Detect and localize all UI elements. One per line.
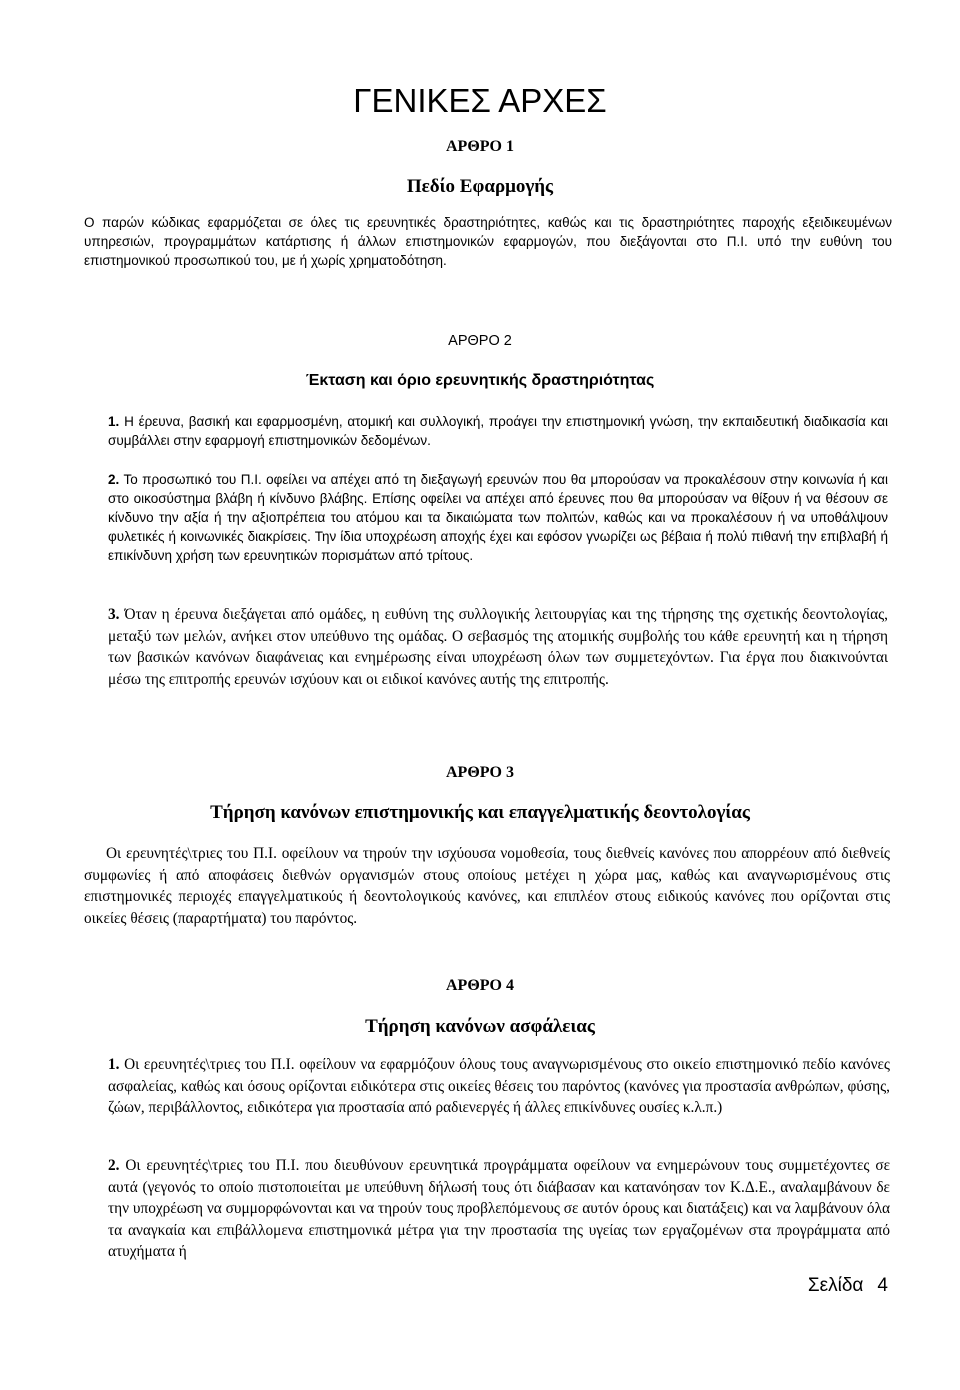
page-number <box>808 1275 888 1297</box>
article-4-subheading: Τήρηση κανόνων ασφάλειας <box>365 1016 595 1037</box>
page-label: Σελίδα <box>807 1275 864 1296</box>
article-2-paragraph-1-text: Η έρευνα, βασική και εφαρμοσμένη, ατομική και συλλογική, προάγει την επιστημονική γνώση, την εκπαιδευτική διαδικασία και συμβάλλει στην εφαρμογή επιστημονικών δεδομένων. <box>108 414 888 448</box>
article-1-subheading: Πεδίο Εφαρμογής <box>406 176 554 197</box>
article-4-paragraph-2-number: 2. <box>108 1157 120 1174</box>
article-3-heading: ΑΡΘΡΟ 3 <box>446 764 514 781</box>
article-2-heading: ΑΡΘΡΟ 2 <box>448 333 512 349</box>
article-4-heading: ΑΡΘΡΟ 4 <box>446 977 514 994</box>
article-2-paragraph-2 <box>108 470 888 565</box>
article-3-paragraph <box>84 843 890 929</box>
article-1-paragraph <box>84 213 892 270</box>
article-2-paragraph-3-number: 3. <box>108 606 120 623</box>
document-title: ΓΕΝΙΚΕΣ ΑΡΧΕΣ <box>353 82 607 119</box>
article-1-heading: ΑΡΘΡΟ 1 <box>446 138 514 155</box>
article-4-paragraph-1 <box>108 1054 890 1119</box>
article-2-paragraph-2-text: Το προσωπικό του Π.Ι. οφείλει να απέχει από τη διεξαγωγή ερευνών που θα μπορούσαν να προκαλέσουν στην κοινωνία ή και στο οικοσύστημα βλάβη ή κίνδυνο βλάβης. <box>108 472 888 506</box>
article-4-paragraph-2 <box>108 1155 890 1263</box>
article-4-paragraph-1-number: 1. <box>108 1056 120 1073</box>
page-number-value: 4 <box>877 1275 888 1296</box>
article-2-paragraph-1 <box>108 412 888 450</box>
article-2-paragraph-3-text: Όταν η έρευνα διεξάγεται από ομάδες, η ευθύνη της συλλογικής λειτουργίας και της τήρησης της σχετικής δεοντολογίας, μεταξύ των μελών, ανήκει στον υπεύθυνο της ομάδας. Ο σεβασμός της ατομικής συμβολής του κάθε ερευνητή και η τήρηση των βασικών κανόνων διαφάνειας και ενημέρωσης είναι υποχρέωση όλων των συμμετεχόντων. Για έργα που διακινούνται μέσω της επιτροπής ερευνών ισχύουν και οι ειδικοί κανόνες αυτής της επιτροπής. <box>108 606 889 688</box>
article-2-paragraph-3 <box>108 604 888 690</box>
article-2-paragraph-2-number: 2. <box>108 472 120 487</box>
article-4-paragraph-1-text: Οι ερευνητές\τριες του Π.Ι. οφείλουν να εφαρμόζουν όλους τους αναγνωρισμένους στο οικείο επιστημονικό πεδίο κανόνες ασφαλείας, καθώς και όσους ορίζονται ειδικότερα στις οικείες θέσεις του παρόντος (κανόνες για προστασία ανθρώπων, φύσης, ζώων, περιβάλλοντος, ειδικότερα για προστασία από ραδιενεργές ή άλλες επικίνδυνες ουσίες κ.λ.π.) <box>108 1056 890 1116</box>
article-2-subheading: Έκταση και όριο ερευνητικής δραστηριότητας <box>305 372 655 389</box>
article-2-paragraph-1-number: 1. <box>108 414 120 429</box>
article-4-paragraph-2-text: Οι ερευνητές\τριες του Π.Ι. που διευθύνουν ερευνητικά προγράμματα οφείλουν να ενημερώνουν τους συμμετέχοντες σε αυτά (γεγονός το οποίο πιστοποιείται με υπεύθυνη δήλωσή τους ότι διάβασαν και κατανόησαν τον Κ.Δ.Ε., αναλαμβάνουν δε την υποχρέωση να συμμορφώνονται και να τηρούν τους προβλεπόμενους σε αυτόν όρους και διατάξεις) και να λαμβάνουν όλα τα αναγκαία και επιβάλλομενα επιστημονικά μέτρα για την προστασία της υγείας των εργαζομένων στα προγράμματα από ατυχήματα ή <box>108 1157 890 1260</box>
article-3-paragraph-text: Οι ερευνητές\τριες του Π.Ι. οφείλουν να τηρούν την ισχύουσα νομοθεσία, τους διεθνείς κανόνες που απορρέουν από διεθνείς συμφωνίες ή από αποφάσεις διεθνών οργανισμών στους οποίους μετέχει η χώρα μας, καθώς και αναγνωρισμένους στις επιστημονικές περιοχές επαγγελματικούς ή δεοντολογικούς κανόνες, και επιπλέον στους ειδικούς κανόνες που ορίζονται στις οικείες θέσεις (παραρτήματα) του παρόντος. <box>84 845 890 927</box>
article-2-paragraph-2-text-continued: Επίσης οφείλει να απέχει από έρευνες που θα μπορούσαν να θίξουν ή να θέσουν σε κίνδυνο την αξία ή την αξιοπρέπεια του ατόμου και τα δικαιώματα των πολιτών, καθώς και να προκαλέσουν ή να υποθάλψουν φυλετικές ή κοινωνικές διακρίσεις. Την ίδια υποχρέωση αποχής έχει και εφόσον γνωρίζει ως βέβαια ή πολύ πιθανή την επιβλαβή ή επικίνδυνη χρήση των ερευνητικών πορισμάτων από τρίτους. <box>108 491 888 563</box>
article-3-subheading: Τήρηση κανόνων επιστημονικής και επαγγελματικής δεοντολογίας <box>210 802 750 823</box>
article-1-paragraph-text: Ο παρών κώδικας εφαρμόζεται σε όλες τις ερευνητικές δραστηριότητες, καθώς και τις δραστηριότητες παροχής εξειδικευμένων υπηρεσιών, προγραμμάτων κατάρτισης ή άλλων επιστημονικών εφαρμογών, που διεξάγονται στο Π.Ι. υπό την ευθύνη του επιστημονικού προσωπικού του, με ή χωρίς χρηματοδότηση. <box>84 215 892 268</box>
